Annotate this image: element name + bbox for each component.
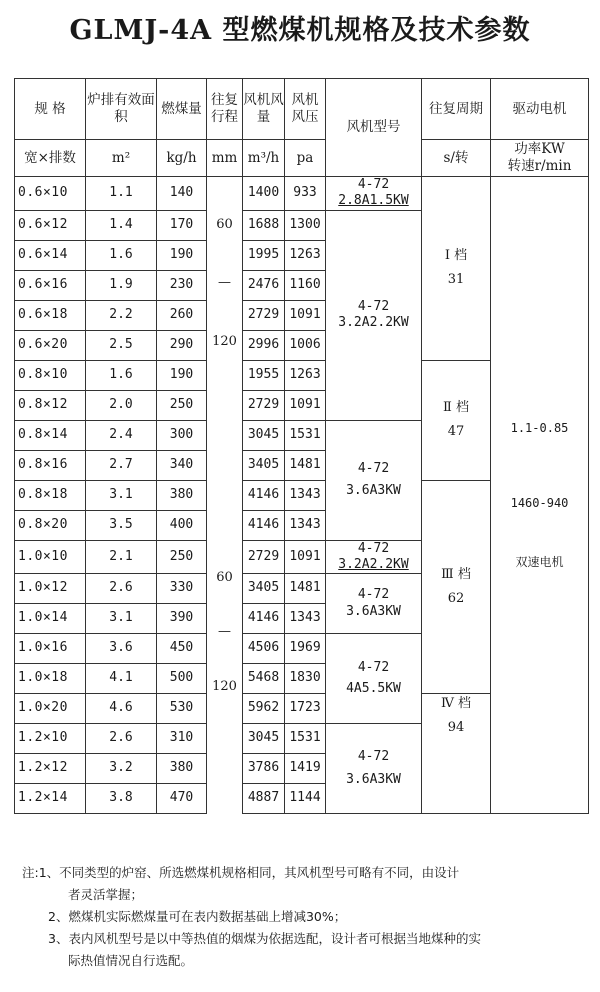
fan-model-line2: 3.6A3KW [346,483,401,498]
stroke-group-1 [207,177,243,541]
fan-model-line2: 2.8A1.5KW [338,193,409,209]
cell-coal: 500 [157,664,207,694]
cell-air-pressure: 1300 [285,210,326,240]
motor-type: 双速电机 [515,554,564,569]
fan-model-line2: 3.2A2.2KW [338,315,409,330]
cell-air-pressure: 1481 [285,574,326,604]
cell-spec: 0.8×12 [15,390,86,420]
motor-power: 1.1-0.85 [510,420,569,435]
cell-coal: 380 [157,754,207,784]
cell-area: 1.6 [86,240,157,270]
cell-air-volume: 1995 [243,240,285,270]
unit-motor-power: 功率KW [514,141,565,158]
fan-model-line1: 4-72 [357,587,390,603]
cell-coal: 260 [157,300,207,330]
cell-air-pressure: 1531 [285,420,326,450]
cell-coal: 140 [157,177,207,211]
header-period: 往复周期 [422,79,491,140]
period-gear: Ⅰ 档 [444,248,468,263]
cell-spec: 0.6×12 [15,210,86,240]
cell-coal: 390 [157,604,207,634]
period-group-3 [422,480,491,694]
cell-air-volume: 1400 [243,177,285,211]
cell-spec: 1.0×16 [15,634,86,664]
motor-cell [491,177,589,814]
table-row [15,177,589,211]
cell-air-volume: 3405 [243,450,285,480]
cell-area: 2.0 [86,390,157,420]
cell-area: 3.1 [86,480,157,510]
cell-air-pressure: 1091 [285,540,326,574]
cell-coal: 330 [157,574,207,604]
cell-air-volume: 4146 [243,480,285,510]
note-1: 注:1、不同类型的炉窑、所选燃煤机规格相同，其风机型号可略有不同，由设计 [22,865,460,880]
fan-model-line1: 4-72 [357,540,390,556]
stroke-label: 120 [212,678,237,694]
cell-coal: 530 [157,694,207,724]
cell-coal: 250 [157,540,207,574]
cell-air-pressure: 1830 [285,664,326,694]
fan-model-line1: 4-72 [357,460,390,476]
note-2: 2、燃煤机实际燃煤量可在表内数据基础上增减30%； [48,909,347,924]
cell-area: 3.8 [86,784,157,814]
cell-spec: 0.8×10 [15,360,86,390]
unit-air-pressure: pa [285,140,326,177]
cell-air-volume: 4146 [243,510,285,540]
header-air-pressure: 风机风压 [285,79,326,140]
notes [22,862,582,972]
cell-air-pressure: 1091 [285,300,326,330]
cell-air-pressure: 1969 [285,634,326,664]
fan-group-5 [326,574,422,634]
unit-air-volume: m³/h [243,140,285,177]
cell-air-volume: 3045 [243,724,285,754]
cell-area: 1.1 [86,177,157,211]
cell-air-volume: 1688 [243,210,285,240]
stroke-label: — [218,624,231,640]
cell-area: 3.1 [86,604,157,634]
header-fan-model: 风机型号 [326,79,422,177]
period-value: 62 [447,590,465,606]
fan-group-3 [326,420,422,540]
cell-spec: 0.8×20 [15,510,86,540]
cell-air-volume: 1955 [243,360,285,390]
cell-area: 2.5 [86,330,157,360]
cell-spec: 0.6×18 [15,300,86,330]
cell-air-volume: 2729 [243,390,285,420]
period-group-1 [422,177,491,361]
cell-air-volume: 4146 [243,604,285,634]
cell-area: 3.2 [86,754,157,784]
period-gear: Ⅱ 档 [443,399,469,415]
cell-area: 3.6 [86,634,157,664]
fan-model-line1: 4-72 [357,749,390,765]
unit-stroke: mm [207,140,243,177]
fan-group-6 [326,634,422,724]
cell-spec: 1.2×14 [15,784,86,814]
cell-air-volume: 5962 [243,694,285,724]
fan-group-4 [326,540,422,574]
header-air-volume: 风机风量 [243,79,285,140]
cell-area: 2.6 [86,574,157,604]
cell-air-volume: 2996 [243,330,285,360]
cell-spec: 1.0×20 [15,694,86,724]
cell-air-pressure: 1343 [285,480,326,510]
period-value: 31 [447,272,465,288]
cell-coal: 290 [157,330,207,360]
note-3: 3、表内风机型号是以中等热值的烟煤为依据选配，设计者可根据当地煤种的实 [48,931,481,946]
cell-area: 4.1 [86,664,157,694]
cell-air-volume: 4887 [243,784,285,814]
cell-spec: 1.0×18 [15,664,86,694]
header-spec: 规 格 [15,79,86,140]
cell-spec: 0.6×16 [15,270,86,300]
header-coal: 燃煤量 [157,79,207,140]
cell-air-pressure: 1343 [285,604,326,634]
cell-area: 2.1 [86,540,157,574]
unit-period: s/转 [422,140,491,177]
fan-group-1 [326,177,422,211]
header-stroke: 往复行程 [207,79,243,140]
period-gear: Ⅲ 档 [441,566,471,582]
cell-air-pressure: 1723 [285,694,326,724]
period-value: 47 [447,424,465,439]
cell-coal: 470 [157,784,207,814]
period-value: 94 [447,720,465,736]
cell-coal: 450 [157,634,207,664]
cell-area: 1.4 [86,210,157,240]
cell-air-pressure: 1160 [285,270,326,300]
cell-area: 1.6 [86,360,157,390]
unit-motor [491,140,589,177]
cell-spec: 1.0×14 [15,604,86,634]
cell-area: 3.5 [86,510,157,540]
cell-air-pressure: 933 [285,177,326,211]
note-3-cont: 际热值情况自行选配。 [68,953,194,968]
unit-spec: 宽×排数 [15,140,86,177]
cell-coal: 190 [157,240,207,270]
cell-coal: 230 [157,270,207,300]
cell-air-volume: 2476 [243,270,285,300]
stroke-group-2 [207,540,243,814]
cell-air-volume: 2729 [243,300,285,330]
unit-area: m² [86,140,157,177]
cell-area: 2.2 [86,300,157,330]
cell-air-pressure: 1531 [285,724,326,754]
cell-coal: 380 [157,480,207,510]
cell-spec: 0.6×10 [15,177,86,211]
cell-air-pressure: 1343 [285,510,326,540]
cell-air-pressure: 1263 [285,360,326,390]
fan-model-line1: 4-72 [357,298,390,314]
cell-area: 4.6 [86,694,157,724]
fan-model-line2: 3.6A3KW [346,603,401,619]
cell-spec: 1.0×10 [15,540,86,574]
cell-spec: 0.8×16 [15,450,86,480]
cell-air-pressure: 1481 [285,450,326,480]
cell-spec: 0.6×20 [15,330,86,360]
cell-air-pressure: 1006 [285,330,326,360]
fan-model-line2: 3.6A3KW [346,771,401,787]
header-motor: 驱动电机 [491,79,589,140]
page-title: GLMJ-4A 型燃煤机规格及技术参数 [69,15,531,46]
period-group-4 [422,694,491,814]
cell-air-volume: 3405 [243,574,285,604]
cell-coal: 190 [157,360,207,390]
cell-spec: 1.0×12 [15,574,86,604]
fan-model-line2: 3.2A2.2KW [338,556,409,572]
cell-air-pressure: 1091 [285,390,326,420]
cell-air-volume: 3045 [243,420,285,450]
period-group-2 [422,360,491,480]
fan-model-line1: 4-72 [357,660,390,676]
cell-air-pressure: 1144 [285,784,326,814]
cell-spec: 1.2×10 [15,724,86,754]
fan-group-2 [326,210,422,420]
stroke-label: — [218,275,231,291]
stroke-label: 60 [216,217,233,232]
header-area: 炉排有效面积 [86,79,157,140]
cell-air-volume: 5468 [243,664,285,694]
cell-air-volume: 4506 [243,634,285,664]
cell-coal: 340 [157,450,207,480]
motor-speed: 1460-940 [510,495,569,510]
cell-spec: 0.8×18 [15,480,86,510]
spec-table [14,78,589,814]
cell-air-pressure: 1419 [285,754,326,784]
cell-coal: 250 [157,390,207,420]
cell-coal: 400 [157,510,207,540]
fan-model-line1: 4-72 [357,177,390,192]
cell-area: 1.9 [86,270,157,300]
cell-coal: 300 [157,420,207,450]
cell-spec: 0.6×14 [15,240,86,270]
cell-spec: 0.8×14 [15,420,86,450]
period-gear: Ⅳ 档 [440,696,472,711]
fan-model-line2: 4A5.5KW [346,680,401,696]
cell-spec: 1.2×12 [15,754,86,784]
fan-group-7 [326,724,422,814]
cell-area: 2.4 [86,420,157,450]
cell-air-volume: 2729 [243,540,285,574]
cell-coal: 310 [157,724,207,754]
cell-area: 2.7 [86,450,157,480]
unit-coal: kg/h [157,140,207,177]
unit-motor-speed: 转速r/min [507,158,572,174]
stroke-label: 120 [212,333,237,349]
cell-air-volume: 3786 [243,754,285,784]
cell-area: 2.6 [86,724,157,754]
note-1-cont: 者灵活掌握； [68,887,144,902]
stroke-label: 60 [216,570,233,585]
cell-air-pressure: 1263 [285,240,326,270]
cell-coal: 170 [157,210,207,240]
